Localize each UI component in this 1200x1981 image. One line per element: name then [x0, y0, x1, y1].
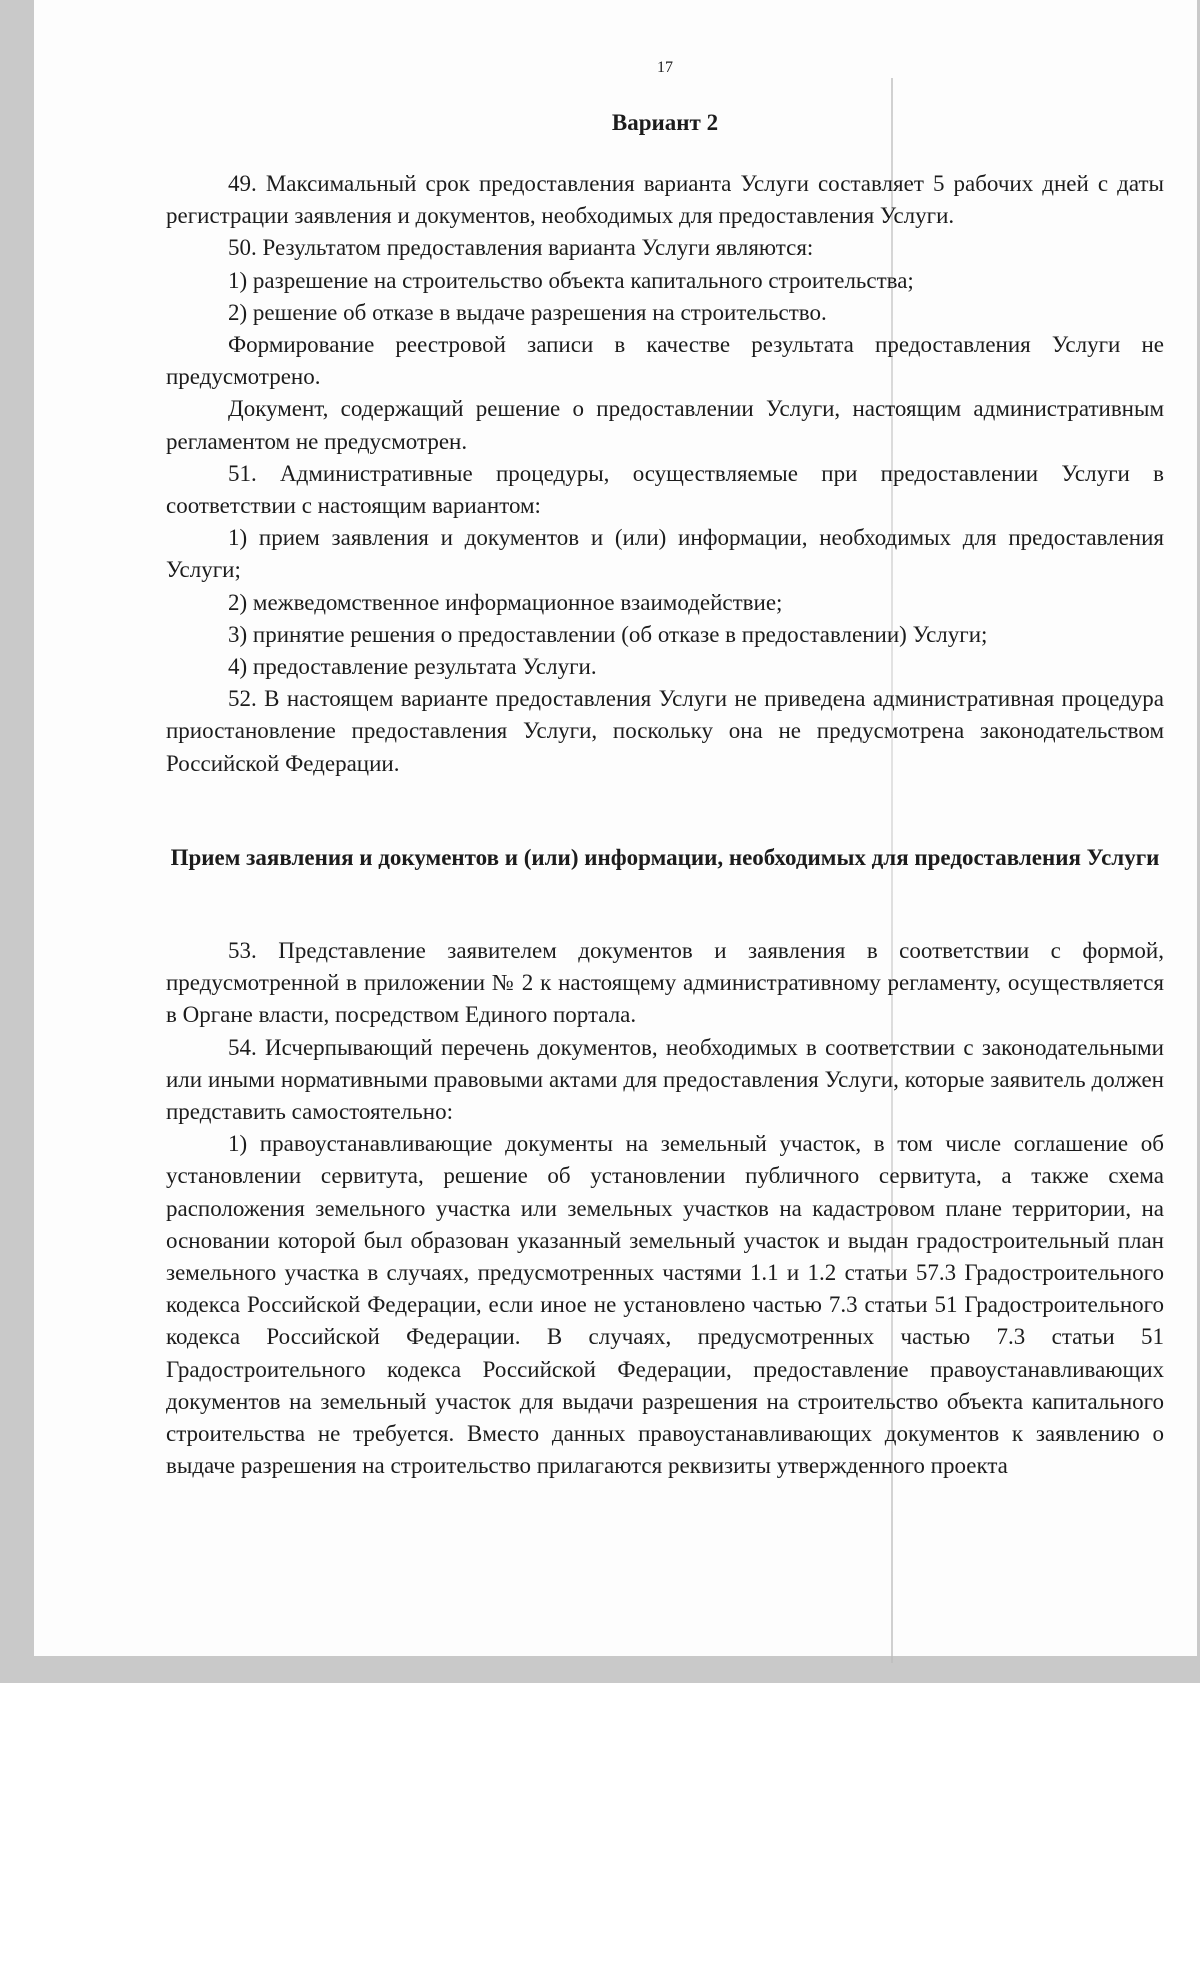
list-item: 1) прием заявления и документов и (или) информации, необходимых для предоставления Услуги;	[166, 525, 1164, 583]
paragraph-block-1	[166, 168, 1164, 780]
list-item: 1) правоустанавливающие документы на земельный участок, в том числе соглашение об установлении сервитута, решение об установлении публичного сервитута, а также схема расположения земельного участка или земельных участков на кадастровом плане территории, на основании которой был образован указанный земельный участок и выдан градостроительный план земельного участка в случаях, предусмотренных частями 1.1 и 1.2 статьи 57.3 Градостроительного кодекса Российской Федерации, если иное не установлено частью 7.3 статьи 51 Градостроительного кодекса Российской Федерации. В случаях, предусмотренных частью 7.3 статьи 51 Градостроительного кодекса Российской Федерации, предоставление правоустанавливающих документов на земельный участок для выдачи разрешения на строительство объекта капитального строительства не требуется. Вместо данных правоустанавливающих документов к заявлению о выдаче разрешения на строительство прилагаются реквизиты утвержденного проекта	[166, 1131, 1164, 1479]
paragraph-49: 49. Максимальный срок предоставления варианта Услуги составляет 5 рабочих дней с даты регистрации заявления и документов, необходимых для предоставления Услуги.	[166, 171, 1164, 229]
paragraph: Формирование реестровой записи в качестве результата предоставления Услуги не предусмотрено.	[166, 332, 1164, 390]
section-heading: Прием заявления и документов и (или) информации, необходимых для предоставления Услуги	[170, 845, 1160, 870]
list-item: 2) решение об отказе в выдаче разрешения на строительство.	[228, 299, 827, 325]
paragraph-51: 51. Административные процедуры, осуществляемые при предоставлении Услуги в соответствии с настоящим вариантом:	[166, 460, 1164, 519]
list-item: 2) межведомственное информационное взаимодействие;	[228, 589, 783, 615]
document-page	[34, 0, 1197, 1656]
page-title: Вариант 2	[611, 110, 719, 135]
list-item: 3) принятие решения о предоставлении (об отказе в предоставлении) Услуги;	[228, 621, 988, 647]
paragraph-50: 50. Результатом предоставления варианта Услуги являются:	[228, 235, 814, 261]
list-item: 4) предоставление результата Услуги.	[228, 654, 597, 680]
paragraph-53: 53. Представление заявителем документов и заявления в соответствии с формой, предусмотренной в приложении № 2 к настоящему административному регламенту, осуществляется в Органе власти, посредством Единого портала.	[166, 938, 1164, 1028]
list-item: 1) разрешение на строительство объекта капитального строительства;	[228, 267, 914, 293]
paragraph: Документ, содержащий решение о предоставлении Услуги, настоящим административным регламентом не предусмотрен.	[166, 396, 1164, 454]
paragraph-54: 54. Исчерпывающий перечень документов, необходимых в соответствии с законодательными или иными нормативными правовыми актами для предоставления Услуги, которые заявитель должен представить самостоятельно:	[166, 1034, 1164, 1125]
paragraph-block-2	[166, 935, 1164, 1482]
paragraph-52: 52. В настоящем варианте предоставления Услуги не приведена административная процедура приостановление предоставления Услуги, поскольку она не предусмотрена законодательством Российской Федерации.	[166, 686, 1164, 776]
page-number: 17	[657, 59, 673, 76]
